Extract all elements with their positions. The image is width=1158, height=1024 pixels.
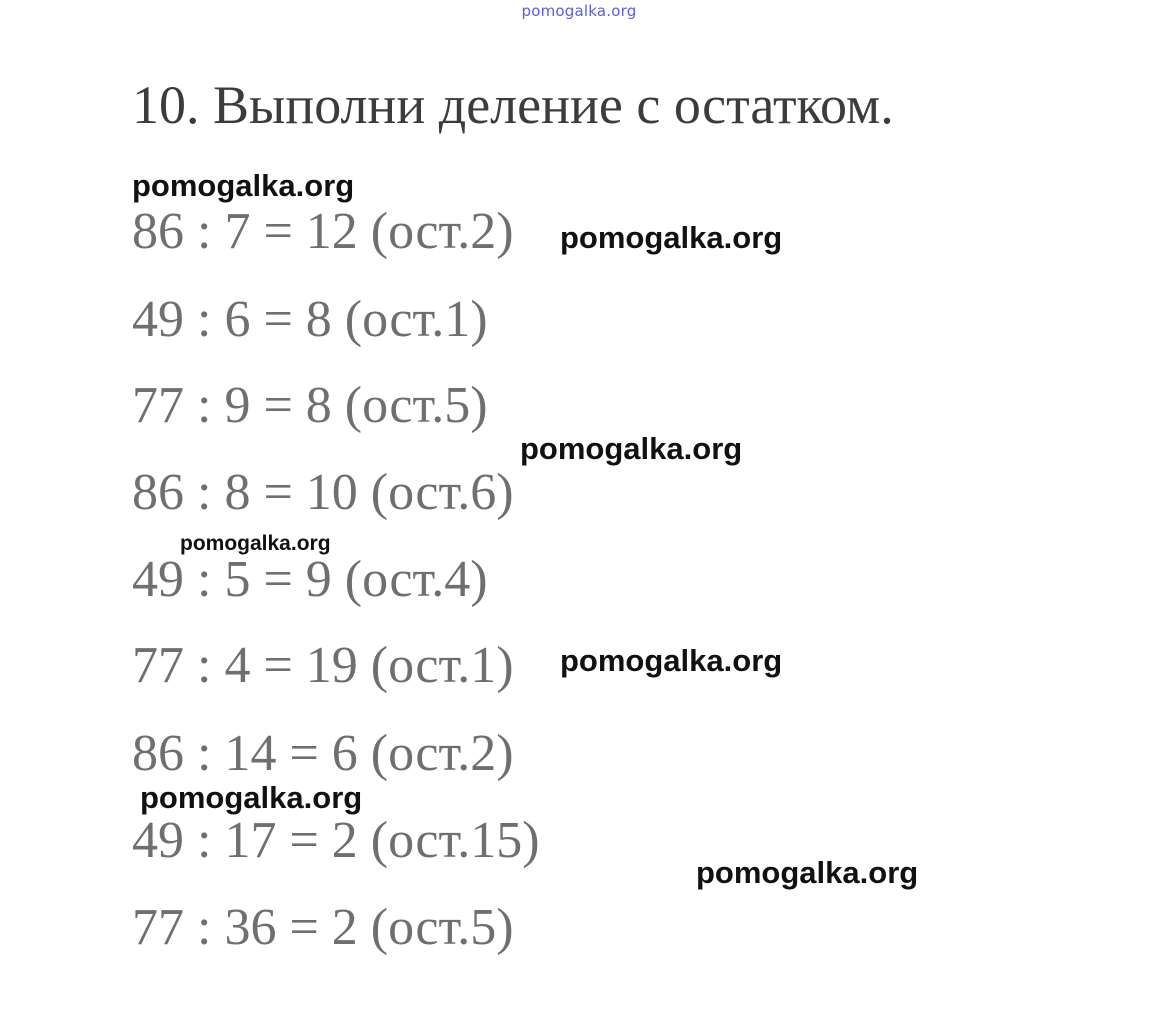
equation-4: 86 : 8 = 10 (ост.6): [132, 464, 514, 521]
watermark: pomogalka.org: [696, 855, 919, 890]
watermark: pomogalka.org: [560, 220, 783, 255]
exercise-title: 10. Выполни деление с остатком.: [132, 75, 894, 135]
watermark: pomogalka.org: [560, 643, 783, 678]
watermark: pomogalka.org: [132, 168, 355, 203]
watermark: pomogalka.org: [180, 532, 331, 555]
equation-3: 77 : 9 = 8 (ост.5): [132, 377, 488, 434]
equation-6: 77 : 4 = 19 (ост.1): [132, 637, 514, 694]
top-watermark: pomogalka.org: [521, 2, 637, 20]
equation-1: 86 : 7 = 12 (ост.2): [132, 203, 514, 260]
watermark: pomogalka.org: [140, 780, 363, 815]
watermark: pomogalka.org: [520, 431, 743, 466]
equation-8: 49 : 17 = 2 (ост.15): [132, 812, 540, 869]
equation-9: 77 : 36 = 2 (ост.5): [132, 899, 514, 956]
equation-7: 86 : 14 = 6 (ост.2): [132, 725, 514, 782]
equation-5: 49 : 5 = 9 (ост.4): [132, 551, 488, 608]
equation-2: 49 : 6 = 8 (ост.1): [132, 291, 488, 348]
